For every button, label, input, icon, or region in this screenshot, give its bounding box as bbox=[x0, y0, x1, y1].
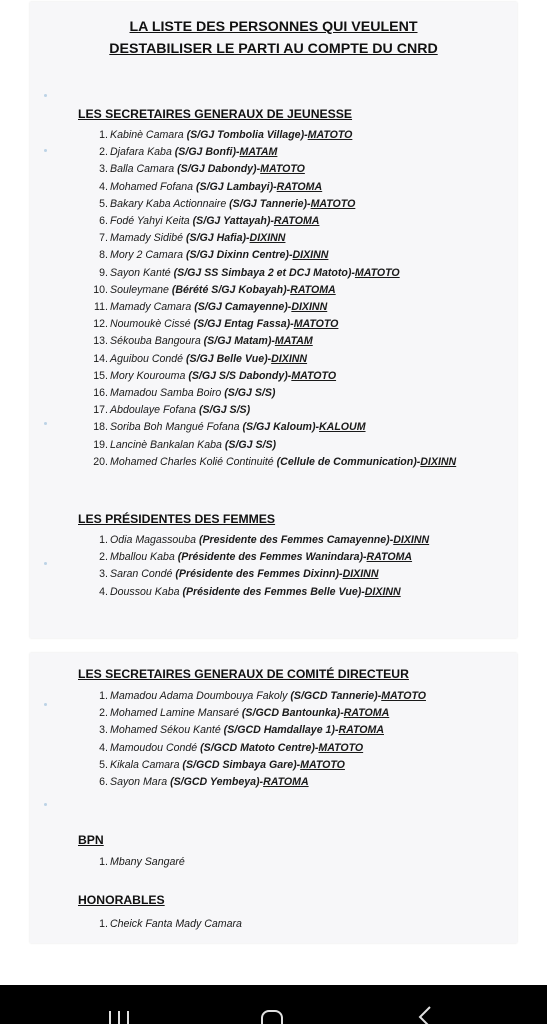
item-num: 20. bbox=[93, 455, 108, 468]
list-item bbox=[30, 333, 517, 350]
item-role: (S/GJ S/S) bbox=[224, 438, 277, 451]
home-button[interactable] bbox=[259, 1005, 285, 1029]
item-num: 18. bbox=[93, 421, 108, 434]
list-item bbox=[30, 282, 517, 299]
item-commune: MATOTO bbox=[300, 758, 345, 771]
item-commune: MATOTO bbox=[318, 741, 364, 754]
item-name: Mohamed Sékou Kanté bbox=[110, 724, 224, 737]
item-num: 2. bbox=[99, 551, 108, 564]
list-item bbox=[30, 316, 517, 333]
item-name: Mohamed Charles Kolié Continuité bbox=[110, 455, 277, 468]
back-icon bbox=[414, 1005, 434, 1024]
item-name: Mamoudou Condé bbox=[110, 741, 201, 754]
item-name: Aguibou Condé bbox=[110, 352, 186, 365]
item-name: Cheick Fanta Mady Camara bbox=[110, 918, 242, 930]
item-role: (Presidente des Femmes Camayenne)- bbox=[198, 534, 394, 546]
item-role: (S/GJ Tombolia Village)- bbox=[186, 129, 308, 141]
section-heading-bpn: BPN bbox=[78, 833, 104, 847]
item-commune: DIXINN bbox=[291, 301, 328, 314]
item-commune: RATOMA bbox=[276, 180, 323, 193]
list-item bbox=[30, 740, 517, 757]
item-name: Noumoukè Cissé bbox=[110, 318, 194, 331]
item-commune: DIXINN bbox=[393, 534, 430, 546]
list-item bbox=[30, 161, 517, 178]
list-item bbox=[30, 722, 517, 739]
list-item bbox=[30, 247, 517, 264]
recent-apps-icon bbox=[107, 1005, 131, 1024]
item-num: 1. bbox=[99, 918, 108, 930]
item-name: Abdoulaye Fofana bbox=[110, 404, 199, 417]
item-name: Mbany Sangaré bbox=[110, 856, 185, 868]
item-num: 3. bbox=[99, 568, 108, 581]
section-heading-women: LES PRÉSIDENTES DES FEMMES bbox=[78, 512, 276, 526]
item-commune: KALOUM bbox=[319, 421, 366, 434]
scan-speck bbox=[44, 803, 47, 806]
item-role: (S/GJ Bonfi)- bbox=[174, 146, 240, 159]
item-name: Mohamed Lamine Mansaré bbox=[110, 707, 242, 720]
item-role: (S/GCD Yembeya)- bbox=[170, 776, 264, 789]
list-item bbox=[30, 566, 517, 583]
list-item bbox=[30, 402, 517, 419]
item-num: 3. bbox=[99, 724, 108, 737]
item-commune: MATOTO bbox=[260, 163, 305, 176]
item-commune: MATOTO bbox=[307, 129, 353, 141]
item-name: Djafara Kaba bbox=[110, 146, 175, 159]
item-name: Mamadou Samba Boiro bbox=[110, 387, 225, 400]
item-num: 10. bbox=[93, 283, 108, 296]
item-num: 19. bbox=[93, 438, 108, 451]
item-num: 9. bbox=[99, 266, 108, 279]
item-role: (S/GJ Kaloum)- bbox=[242, 421, 320, 434]
item-name: Sayon Mara bbox=[110, 776, 171, 789]
item-commune: RATOMA bbox=[273, 215, 320, 228]
item-num: 1. bbox=[99, 534, 108, 546]
item-role: (S/GJ Belle Vue)- bbox=[185, 352, 272, 365]
item-commune: DIXINN bbox=[249, 232, 286, 245]
item-num: 5. bbox=[99, 197, 108, 210]
list-item bbox=[30, 127, 517, 144]
list-item bbox=[30, 213, 517, 230]
list-item bbox=[30, 584, 517, 601]
item-num: 6. bbox=[99, 215, 108, 228]
item-role: (S/GJ Dixinn Centre)- bbox=[185, 249, 293, 262]
honorables-list bbox=[30, 916, 517, 933]
list-item bbox=[30, 454, 517, 471]
item-commune: MATAM bbox=[274, 335, 313, 348]
item-commune: RATOMA bbox=[290, 283, 336, 296]
item-role: (S/GCD Simbaya Gare)- bbox=[182, 758, 301, 771]
item-role: (Présidente des Femmes Dixinn)- bbox=[175, 568, 343, 581]
item-role: (S/GJ Matam)- bbox=[203, 335, 275, 348]
list-item bbox=[30, 419, 517, 436]
item-commune: DIXINN bbox=[292, 249, 329, 262]
item-name: Sékouba Bangoura bbox=[110, 335, 204, 348]
list-item bbox=[30, 385, 517, 402]
list-item bbox=[30, 144, 517, 161]
list-item bbox=[30, 757, 517, 774]
item-name: Bakary Kaba Actionnaire bbox=[110, 197, 230, 210]
item-num: 13. bbox=[93, 335, 108, 348]
item-name: Kabinè Camara bbox=[110, 129, 187, 141]
document-page-1 bbox=[30, 2, 517, 638]
item-role: (S/GJ Entag Fassa)- bbox=[193, 318, 294, 331]
item-name: Lancinè Bankalan Kaba bbox=[110, 438, 225, 451]
item-commune: MATOTO bbox=[310, 197, 356, 210]
section-heading-youth: LES SECRETAIRES GENERAUX DE JEUNESSE bbox=[78, 107, 353, 121]
item-commune: MATOTO bbox=[291, 369, 337, 382]
women-presidents-list bbox=[30, 532, 517, 601]
item-name: Odia Magassouba bbox=[110, 534, 199, 546]
item-num: 4. bbox=[99, 585, 108, 598]
item-role: (S/GJ S/S) bbox=[198, 404, 251, 417]
document-page-2 bbox=[30, 653, 517, 943]
item-name: Mory 2 Camara bbox=[110, 249, 186, 262]
list-item bbox=[30, 688, 517, 705]
item-role: (S/GJ Camayenne)- bbox=[194, 301, 292, 314]
list-item bbox=[30, 351, 517, 368]
list-item bbox=[30, 299, 517, 316]
item-commune: RATOMA bbox=[338, 724, 384, 737]
item-commune: MATOTO bbox=[293, 318, 339, 331]
section-heading-honorables: HONORABLES bbox=[78, 893, 165, 907]
item-name: Sayon Kanté bbox=[110, 266, 174, 279]
item-commune: DIXINN bbox=[420, 455, 457, 468]
title-line-2: DESTABILISER LE PARTI AU COMPTE DU CNRD bbox=[109, 41, 438, 57]
item-role: (Cellule de Communication)- bbox=[276, 455, 421, 468]
list-item bbox=[30, 854, 517, 871]
list-item bbox=[30, 368, 517, 385]
item-num: 7. bbox=[99, 232, 108, 245]
list-item bbox=[30, 230, 517, 247]
list-item bbox=[30, 705, 517, 722]
item-role: (S/GJ Hafia)- bbox=[185, 232, 250, 245]
item-role: (S/GCD Matoto Centre)- bbox=[200, 741, 319, 754]
item-num: 1. bbox=[99, 856, 108, 868]
list-item bbox=[30, 196, 517, 213]
item-name: Doussou Kaba bbox=[110, 585, 183, 598]
item-role: (S/GCD Bantounka)- bbox=[241, 707, 344, 720]
item-num: 1. bbox=[99, 129, 108, 141]
list-item bbox=[30, 437, 517, 454]
item-name: Mamadou Adama Doumbouya Fakoly bbox=[110, 690, 291, 702]
item-num: 3. bbox=[99, 163, 108, 176]
item-name: Mamady Camara bbox=[110, 301, 195, 314]
item-commune: RATOMA bbox=[366, 551, 413, 564]
list-item bbox=[30, 265, 517, 282]
item-num: 6. bbox=[99, 776, 108, 789]
item-num: 2. bbox=[99, 707, 108, 720]
item-num: 14. bbox=[93, 352, 108, 365]
item-role: (S/GJ S/S Dabondy)- bbox=[188, 369, 292, 382]
item-name: Saran Condé bbox=[110, 568, 176, 581]
item-role: (S/GCD Tannerie)- bbox=[290, 690, 382, 702]
scan-speck bbox=[44, 94, 47, 97]
item-name: Mory Kourouma bbox=[110, 369, 189, 382]
item-role: (Présidente des Femmes Belle Vue)- bbox=[182, 585, 365, 598]
item-role: (S/GCD Hamdallaye 1)- bbox=[223, 724, 339, 737]
item-name: Souleymane bbox=[110, 283, 172, 296]
item-name: Mohamed Fofana bbox=[110, 180, 196, 193]
list-item bbox=[30, 916, 517, 933]
item-name: Balla Camara bbox=[110, 163, 178, 176]
item-num: 8. bbox=[99, 249, 108, 262]
item-commune: MATOTO bbox=[354, 266, 400, 279]
item-name: Mballou Kaba bbox=[110, 551, 178, 564]
committee-secretaries-list bbox=[30, 688, 517, 791]
section-heading-committee: LES SECRETAIRES GENERAUX DE COMITÉ DIRECTEUR bbox=[78, 667, 409, 681]
item-commune: RATOMA bbox=[263, 776, 309, 789]
item-commune: MATAM bbox=[239, 146, 278, 159]
item-commune: DIXINN bbox=[342, 568, 379, 581]
item-commune: MATOTO bbox=[381, 690, 426, 702]
title-line-1: LA LISTE DES PERSONNES QUI VEULENT bbox=[129, 19, 418, 35]
item-role: (S/GJ Dabondy)- bbox=[177, 163, 261, 176]
item-num: 17. bbox=[93, 404, 108, 417]
item-role: (S/GJ SS Simbaya 2 et DCJ Matoto)- bbox=[173, 266, 355, 279]
item-commune: RATOMA bbox=[343, 707, 390, 720]
item-num: 4. bbox=[99, 741, 108, 754]
home-icon bbox=[259, 1005, 285, 1024]
item-role: (S/GJ Yattayah)- bbox=[192, 215, 274, 228]
item-num: 2. bbox=[99, 146, 108, 159]
item-num: 5. bbox=[99, 758, 108, 771]
item-role: (Bérété S/GJ Kobayah)- bbox=[171, 283, 291, 296]
item-name: Kikala Camara bbox=[110, 758, 183, 771]
item-commune: DIXINN bbox=[271, 352, 308, 365]
recent-apps-button[interactable] bbox=[107, 1005, 131, 1029]
item-num: 12. bbox=[93, 318, 108, 331]
item-name: Mamady Sidibé bbox=[110, 232, 186, 245]
list-item bbox=[30, 774, 517, 791]
item-num: 1. bbox=[99, 690, 108, 702]
item-num: 16. bbox=[93, 387, 108, 400]
back-button[interactable] bbox=[414, 1005, 434, 1029]
bpn-list bbox=[30, 854, 517, 871]
item-name: Fodé Yahyi Keita bbox=[110, 215, 193, 228]
youth-secretaries-list bbox=[30, 127, 517, 471]
list-item bbox=[30, 549, 517, 566]
item-num: 4. bbox=[99, 180, 108, 193]
item-role: (Présidente des Femmes Wanindara)- bbox=[177, 551, 367, 564]
system-navigation-bar bbox=[0, 985, 547, 1024]
item-role: (S/GJ Lambayi)- bbox=[195, 180, 277, 193]
list-item bbox=[30, 532, 517, 549]
item-num: 11. bbox=[94, 301, 108, 314]
item-commune: DIXINN bbox=[364, 585, 401, 598]
document-title bbox=[30, 16, 517, 60]
item-num: 15. bbox=[93, 369, 108, 382]
item-role: (S/GJ Tannerie)- bbox=[229, 197, 311, 210]
list-item bbox=[30, 179, 517, 196]
item-role: (S/GJ S/S) bbox=[224, 387, 276, 400]
item-name: Soriba Boh Mangué Fofana bbox=[110, 421, 243, 434]
